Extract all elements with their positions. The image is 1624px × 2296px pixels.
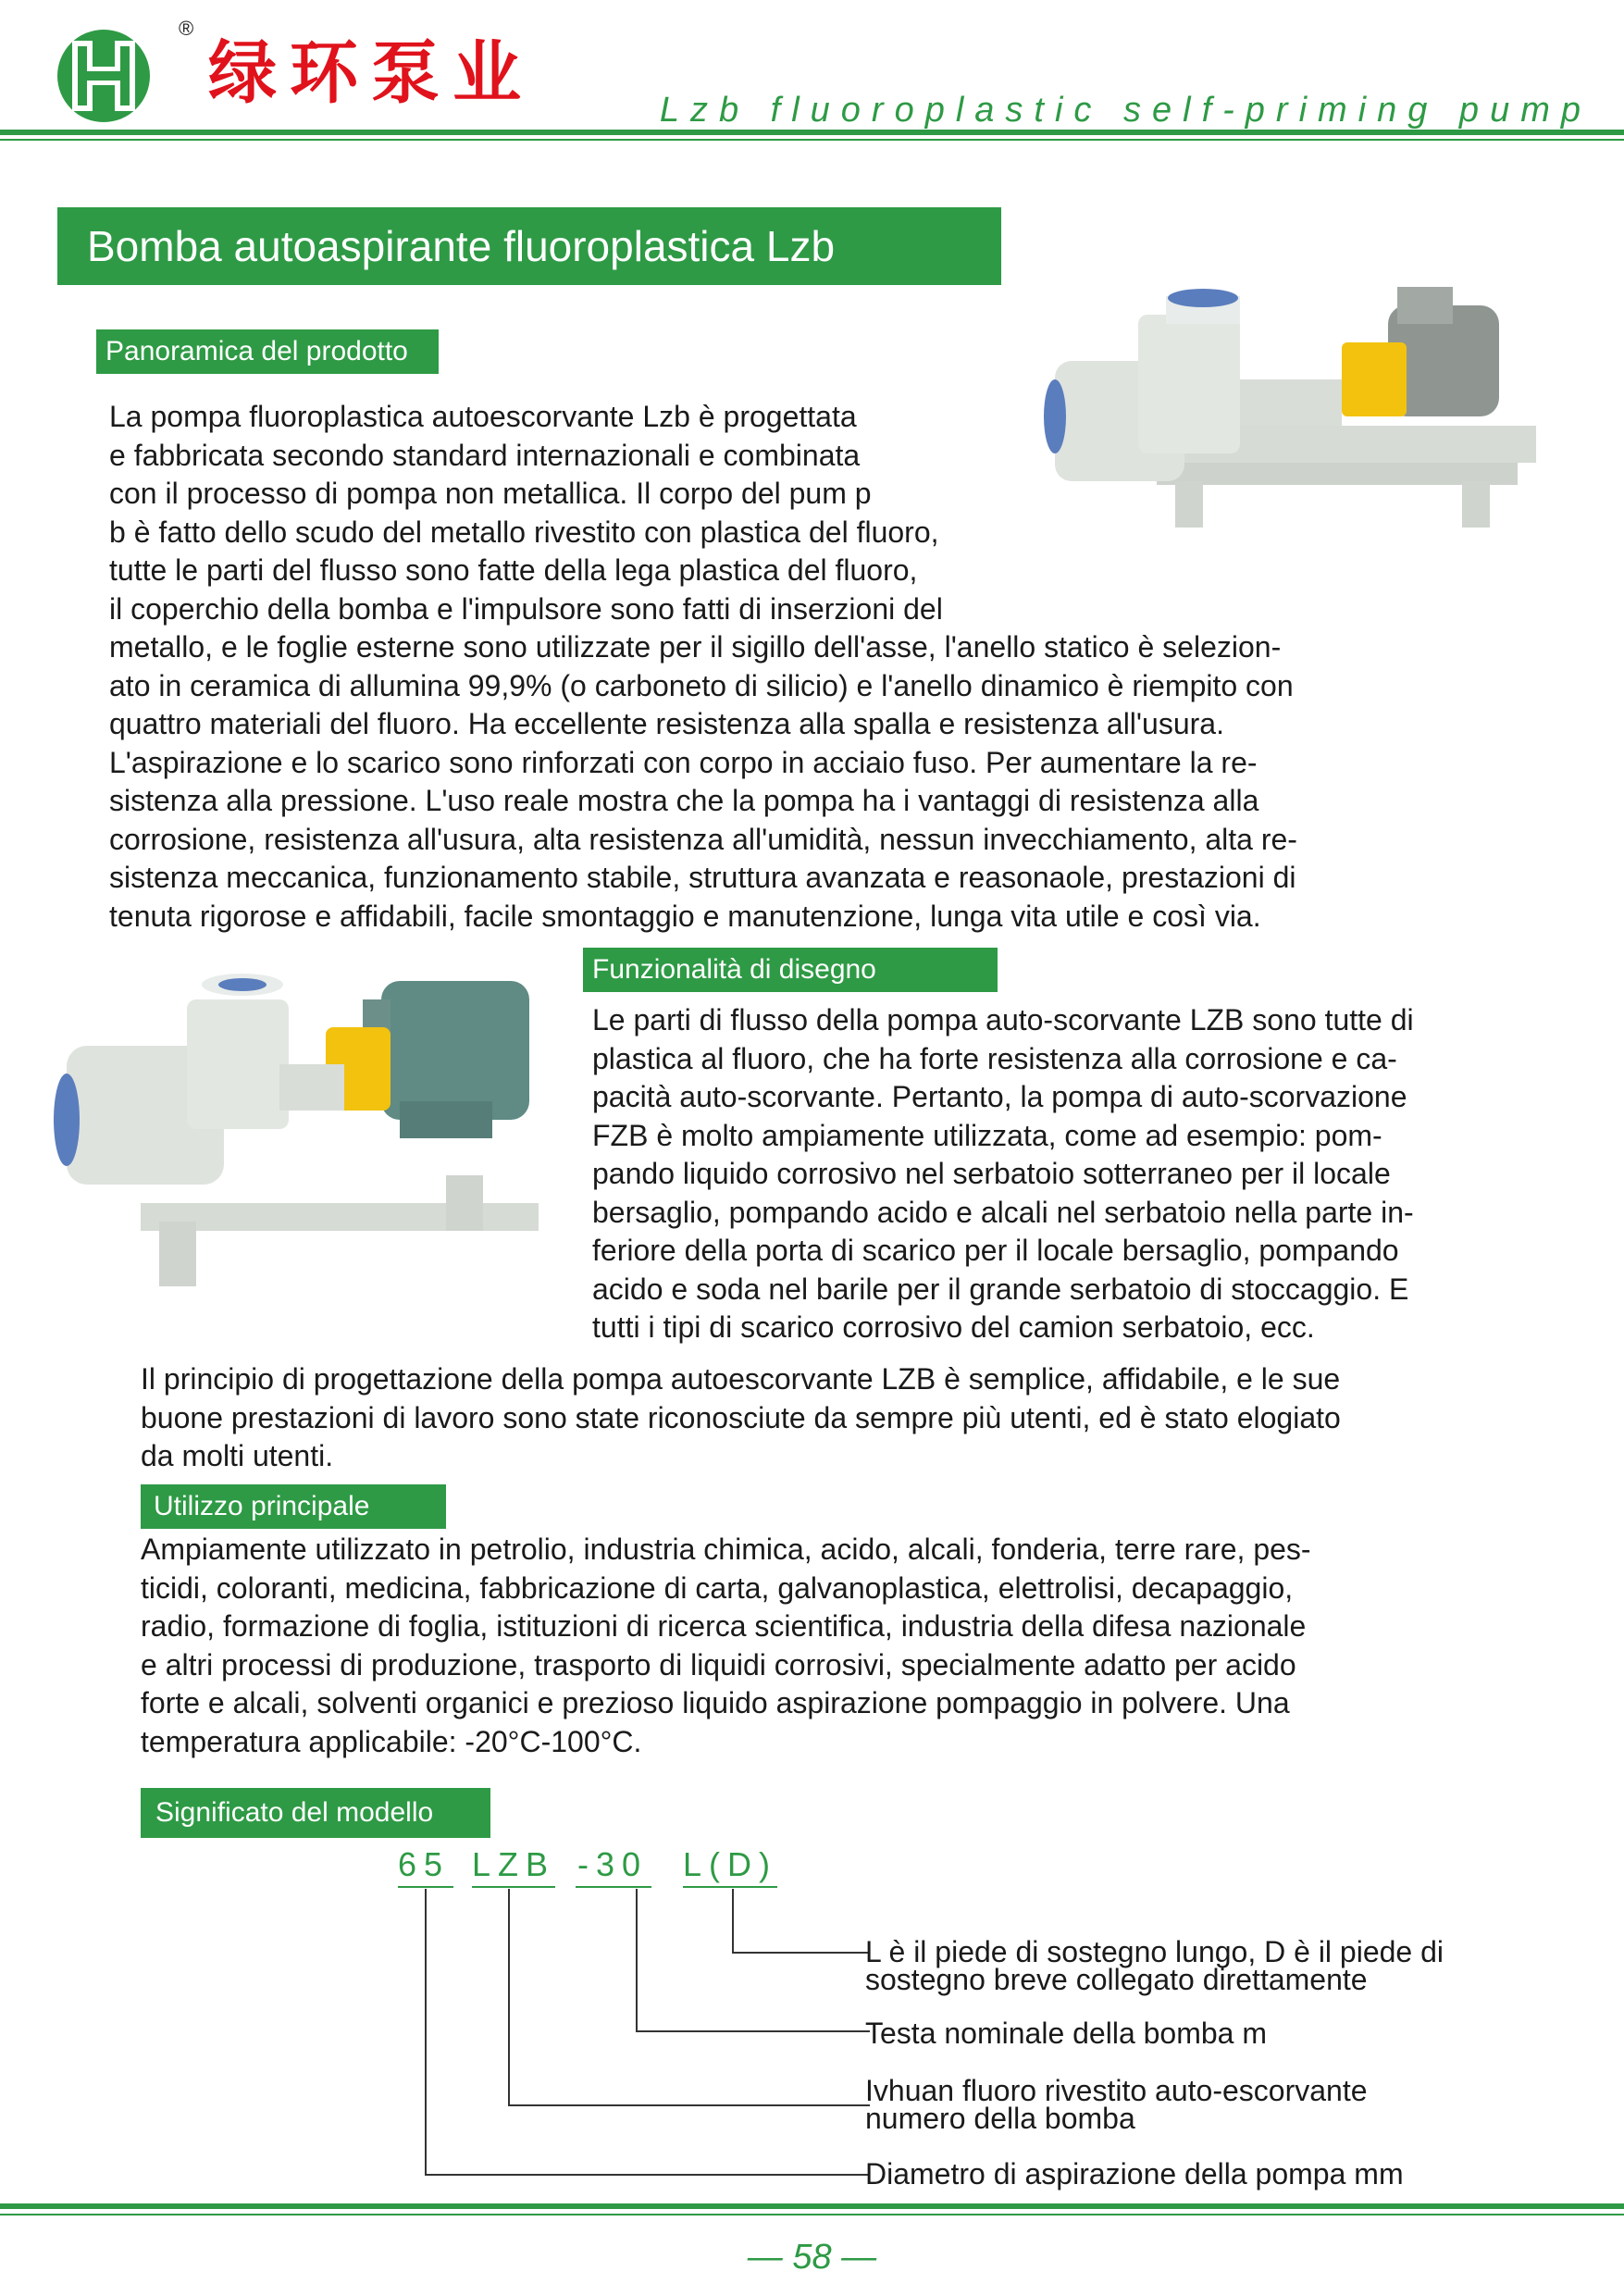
- overview-line: sistenza alla pressione. L'uso reale mostra che la pompa ha i vantaggi di resistenza alla: [109, 784, 1259, 817]
- company-logo-icon: [56, 28, 165, 124]
- design-line: plastica al fluoro, che ha forte resistenza alla corrosione e ca-: [592, 1041, 1397, 1075]
- model-desc-type: [865, 2074, 1368, 2135]
- section-tag-usage: Utilizzo principale: [141, 1484, 446, 1529]
- brand-name: 绿环泵业: [208, 33, 534, 113]
- principle-text: [141, 1360, 1341, 1476]
- design-line: FZB è molto ampiamente utilizzata, come ad esempio: pom-: [592, 1118, 1382, 1152]
- usage-line: Ampiamente utilizzato in petrolio, industria chimica, acido, alcali, fonderia, terre rare, pes-: [141, 1533, 1311, 1566]
- overview-text: [109, 398, 1297, 936]
- model-desc-diameter: Diametro di aspirazione della pompa mm: [865, 2157, 1404, 2191]
- overview-line: tenuta rigorose e affidabili, facile smontaggio e manutenzione, lunga vita utile e così via.: [109, 899, 1261, 933]
- model-desc-foot-line1: L è il piede di sostegno lungo, D è il piede di: [865, 1935, 1444, 1968]
- section-tag-model: Significato del modello: [141, 1788, 490, 1838]
- overview-line: metallo, e le foglie esterne sono utilizzate per il sigillo dell'asse, l'anello statico è selezion-: [109, 630, 1282, 664]
- overview-line: quattro materiali del fluoro. Ha eccellente resistenza alla spalla e resistenza all'usura.: [109, 707, 1224, 740]
- footer-divider: [0, 2203, 1624, 2209]
- registered-mark: ®: [179, 17, 194, 40]
- header-divider-thin: [0, 139, 1624, 141]
- model-code-foot: L(D): [683, 1845, 777, 1883]
- usage-line: forte e alcali, solventi organici e prezioso liquido aspirazione pompaggio in polvere. Una: [141, 1686, 1290, 1719]
- design-line: pando liquido corrosivo nel serbatoio sotterraneo per il locale: [592, 1157, 1391, 1190]
- header-subtitle: Lzb fluoroplastic self-priming pump: [659, 91, 1592, 130]
- design-text: [592, 1001, 1414, 1347]
- model-desc-type-line2: numero della bomba: [865, 2102, 1135, 2135]
- overview-line: con il processo di pompa non metallica. Il corpo del pum p: [109, 477, 872, 510]
- usage-line: temperatura applicabile: -20°C-100°C.: [141, 1724, 642, 1758]
- overview-line: tutte le parti del flusso sono fatte della lega plastica del fluoro,: [109, 553, 918, 587]
- design-line: tutti i tipi di scarico corrosivo del camion serbatoio, ecc.: [592, 1310, 1315, 1344]
- model-desc-type-line1: Ivhuan fluoro rivestito auto-escorvante: [865, 2074, 1368, 2107]
- page-title: Bomba autoaspirante fluoroplastica Lzb: [57, 207, 1001, 285]
- design-line: acido e soda nel barile per il grande serbatoio di stoccaggio. E: [592, 1272, 1409, 1306]
- usage-line: e altri processi di produzione, trasporto di liquidi corrosivi, specialmente adatto per acido: [141, 1647, 1296, 1682]
- overview-line: L'aspirazione e lo scarico sono rinforzati con corpo in acciaio fuso. Per aumentare la re-: [109, 745, 1258, 779]
- header-divider: [0, 130, 1624, 135]
- model-desc-head: Testa nominale della bomba m: [865, 2017, 1268, 2050]
- model-code-type: LZB: [472, 1845, 556, 1883]
- usage-line: radio, formazione di foglia, istituzioni di ricerca scientifica, industria della difesa nazionale: [141, 1609, 1307, 1643]
- overview-line: corrosione, resistenza all'usura, alta resistenza all'umidità, nessun invecchiamento, alta re-: [109, 822, 1297, 856]
- design-line: bersaglio, pompando acido e alcali nel serbatoio nella parte in-: [592, 1195, 1414, 1229]
- overview-line: ato in ceramica di allumina 99,9% (o carboneto di silicio) e l'anello dinamico è riempito con: [109, 668, 1294, 702]
- design-line: pacità auto-scorvante. Pertanto, la pompa di auto-scorvazione: [592, 1080, 1407, 1113]
- page-number: — 58 —: [747, 2238, 877, 2277]
- design-line: feriore della porta di scarico per il locale bersaglio, pompando: [592, 1234, 1399, 1267]
- model-code-head: -30: [577, 1845, 649, 1883]
- model-connector-lines: [389, 1883, 870, 2189]
- model-code-diameter: 65: [398, 1845, 451, 1883]
- pump-photo-2: [48, 962, 566, 1305]
- principle-line: Il principio di progettazione della pompa autoescorvante LZB è semplice, affidabile, e le sue: [141, 1362, 1341, 1396]
- footer-divider-thin: [0, 2214, 1624, 2215]
- section-tag-design: Funzionalità di disegno: [583, 948, 998, 992]
- overview-line: e fabbricata secondo standard internazionali e combinata: [109, 438, 861, 472]
- model-desc-foot: [865, 1935, 1444, 1996]
- section-tag-overview: Panoramica del prodotto: [96, 329, 439, 374]
- principle-line: buone prestazioni di lavoro sono state riconosciute da sempre più utenti, ed è stato elogiato: [141, 1400, 1341, 1434]
- design-line: Le parti di flusso della pompa auto-scorvante LZB sono tutte di: [592, 1003, 1414, 1036]
- principle-line: da molti utenti.: [141, 1439, 334, 1472]
- model-desc-foot-line2: sostegno breve collegato direttamente: [865, 1963, 1368, 1996]
- usage-text: [141, 1531, 1311, 1761]
- overview-line: sistenza meccanica, funzionamento stabile, struttura avanzata e reasonaole, prestazioni di: [109, 861, 1296, 894]
- usage-line: ticidi, coloranti, medicina, fabbricazione di carta, galvanoplastica, elettrolisi, decapaggio,: [141, 1570, 1294, 1605]
- overview-line: b è fatto dello scudo del metallo rivestito con plastica del fluoro,: [109, 515, 939, 549]
- overview-line: La pompa fluoroplastica autoescorvante Lzb è progettata: [109, 400, 857, 433]
- overview-line: il coperchio della bomba e l'impulsore sono fatti di inserzioni del: [109, 591, 943, 626]
